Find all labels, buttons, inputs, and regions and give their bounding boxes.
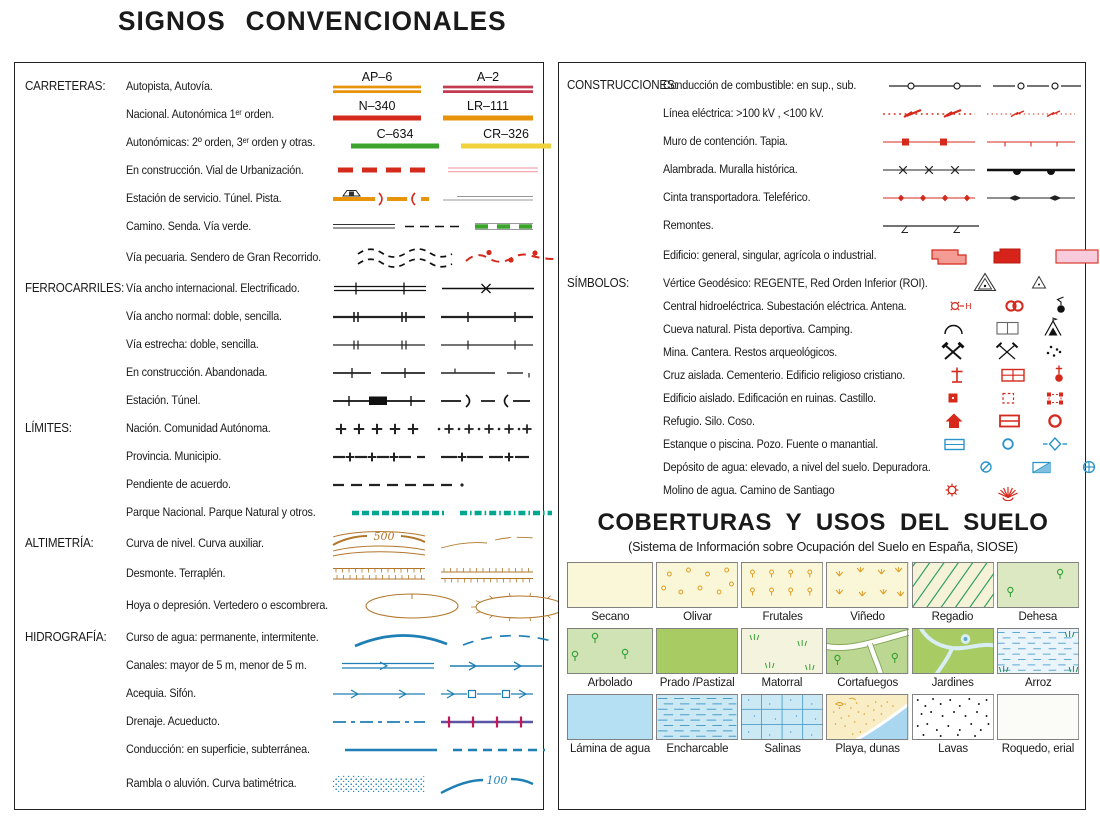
legend-row	[25, 470, 537, 498]
frutales-swatch	[741, 562, 823, 608]
legend-label: Camino. Senda. Vía verde.	[126, 219, 252, 233]
muro-symbol	[879, 127, 1079, 155]
legend-row	[567, 478, 1079, 501]
land-use-label: Arroz	[1024, 675, 1052, 689]
legend-label: Estanque o piscina. Pozo. Fuente o manantial.	[663, 436, 879, 451]
legend-label: Cruz aislada. Cementerio. Edificio religioso cristiano.	[663, 367, 906, 382]
carretera-construccion-symbol	[330, 156, 542, 184]
vertice-geodesico-symbol	[967, 271, 1100, 294]
cueva-pista-camping-symbol	[937, 317, 1079, 340]
estacion-servicio-symbol	[325, 184, 537, 212]
land-use-label: Lavas	[937, 741, 968, 755]
land-use-label: Arbolado	[587, 675, 633, 689]
legend-label: Nacional. Autonómica 1ᵉʳ orden.	[126, 107, 275, 121]
legend-row	[25, 274, 537, 302]
land-use-subtitle: (Sistema de Información sobre Ocupación del Suelo en España, SIOSE)	[628, 539, 1018, 554]
land-use-label: Frutales	[762, 609, 803, 623]
refugio-silo-coso-symbol	[937, 409, 1079, 432]
legend-label: Edificio aislado. Edificación en ruinas. Castillo.	[663, 390, 877, 405]
legend-label: Alambrada. Muralla histórica.	[663, 162, 798, 176]
legend-row	[25, 763, 537, 803]
svg-text:N–340: N–340	[358, 100, 396, 113]
category-label: CARRETERAS:	[25, 78, 106, 93]
arbolado-swatch	[567, 628, 653, 674]
legend-row	[567, 271, 1079, 294]
legend-label: Nación. Comunidad Autónoma.	[126, 421, 271, 435]
roquedo-swatch	[997, 694, 1079, 740]
legend-label: Central hidroeléctrica. Subestación eléctrica. Antena.	[663, 298, 907, 313]
legend-label: Muro de contención. Tapia.	[663, 134, 788, 148]
legend-row	[567, 155, 1079, 183]
land-use-grid	[567, 562, 1079, 755]
legend-row	[25, 358, 537, 386]
drenaje-symbol	[325, 707, 537, 735]
category-label: ALTIMETRÍA:	[25, 535, 94, 550]
curva-nivel-symbol	[325, 526, 537, 559]
right-panel	[558, 62, 1086, 810]
legend-label: Curso de agua: permanente, intermitente.	[126, 630, 319, 644]
land-use-cell	[912, 694, 994, 755]
land-use-label: Prado /Pastizal	[659, 675, 735, 689]
land-use-cell	[656, 628, 738, 689]
legend-label: Vía pecuaria. Sendero de Gran Recorrido.	[126, 250, 321, 264]
legend-label: Parque Nacional. Parque Natural y otros.	[126, 505, 316, 519]
svg-text:LR–111: LR–111	[467, 100, 509, 113]
land-use-cell	[567, 562, 653, 623]
mina-cantera-restos-symbol	[937, 340, 1079, 363]
land-use-cell	[826, 694, 908, 755]
legend-row	[25, 735, 537, 763]
autonomicas-symbol	[343, 128, 555, 156]
legend-row	[567, 294, 1079, 317]
cinta-symbol	[879, 183, 1079, 211]
lamina-swatch	[567, 694, 653, 740]
legend-row	[25, 156, 537, 184]
estanque-pozo-fuente-symbol	[937, 432, 1079, 455]
jardines-swatch	[912, 628, 994, 674]
dehesa-swatch	[997, 562, 1079, 608]
legend-row	[25, 559, 537, 587]
legend-label: Acequia. Sifón.	[126, 686, 196, 700]
canales-symbol	[334, 651, 546, 679]
legend-label: Rambla o aluvión. Curva batimétrica.	[126, 776, 297, 790]
legend-label: Estación. Túnel.	[126, 393, 201, 407]
category-label: CONSTRUCCIONES:	[567, 78, 678, 92]
aislado-ruinas-castillo-symbol	[937, 386, 1079, 409]
legend-label: Edificio: general, singular, agrícola o industrial.	[663, 248, 877, 262]
acequia-symbol	[325, 679, 537, 707]
land-use-label: Olivar	[682, 609, 712, 623]
land-use-cell	[997, 562, 1079, 623]
page-title: SIGNOS CONVENCIONALES	[118, 6, 507, 36]
category-label: FERROCARRILES:	[25, 281, 125, 295]
land-use-cell	[912, 562, 994, 623]
legend-row	[567, 340, 1079, 363]
legend-label: Canales: mayor de 5 m, menor de 5 m.	[126, 658, 307, 672]
edificio-symbol	[908, 239, 1100, 271]
legend-row	[567, 386, 1079, 409]
legend-label: Línea eléctrica: >100 kV , <100 kV.	[663, 106, 824, 120]
land-use-label: Cortafuegos	[837, 675, 898, 689]
land-use-label: Roquedo, erial	[1001, 741, 1075, 755]
vinedo-swatch	[826, 562, 908, 608]
land-use-label: Encharcable	[666, 741, 729, 755]
svg-text:100: 100	[486, 774, 508, 787]
salinas-swatch	[741, 694, 823, 740]
alambrada-symbol	[879, 155, 1079, 183]
legend-row	[25, 651, 537, 679]
legend-label: Depósito de agua: elevado, a nivel del suelo. Depuradora.	[663, 459, 931, 474]
legend-row	[567, 363, 1079, 386]
land-use-label: Salinas	[764, 741, 801, 755]
land-use-cell	[997, 628, 1079, 689]
category-label: HIDROGRAFÍA:	[25, 630, 107, 644]
olivar-swatch	[656, 562, 738, 608]
legend-row	[567, 211, 1079, 239]
legend-label: Vértice Geodésico: REGENTE, Red Orden Inferior (ROI).	[663, 275, 928, 290]
legend-row	[25, 71, 537, 100]
legend-row	[25, 184, 537, 212]
cortafuegos-swatch	[826, 628, 908, 674]
land-use-cell	[826, 628, 908, 689]
legend-row	[567, 183, 1079, 211]
legend-label: Vía ancho internacional. Electrificado.	[126, 281, 300, 295]
legend-row	[567, 127, 1079, 155]
legend-row	[25, 442, 537, 470]
land-use-label: Dehesa	[1018, 609, 1058, 623]
legend-row	[25, 414, 537, 442]
legend-row	[25, 679, 537, 707]
legend-label: Autopista, Autovía.	[126, 78, 213, 93]
land-use-label: Jardines	[931, 675, 974, 689]
via-internacional-symbol	[326, 274, 538, 302]
via-pecuaria-symbol	[350, 240, 562, 274]
legend-label: Drenaje. Acueducto.	[126, 714, 220, 728]
deposito-depuradora-symbol	[971, 455, 1100, 478]
legend-label: En construcción. Vial de Urbanización.	[126, 163, 304, 177]
legend-row	[25, 100, 537, 128]
legend-label: Curva de nivel. Curva auxiliar.	[126, 535, 264, 550]
prado-swatch	[656, 628, 738, 674]
legend-row	[25, 587, 537, 623]
legend-row	[567, 71, 1079, 99]
legend-row	[567, 317, 1079, 340]
legend-label: Desmonte. Terraplén.	[126, 566, 226, 580]
molino-santiago-symbol	[937, 478, 1079, 501]
legend-row	[25, 302, 537, 330]
land-use-label: Regadio	[931, 609, 974, 623]
legend-row	[25, 707, 537, 735]
category-label: SÍMBOLOS:	[567, 275, 630, 290]
category-label: LÍMITES:	[25, 421, 72, 435]
legend-label: Vía ancho normal: doble, sencilla.	[126, 309, 282, 323]
arroz-swatch	[997, 628, 1079, 674]
land-use-cell	[567, 694, 653, 755]
legend-row	[25, 623, 537, 651]
right-rows	[567, 71, 1079, 501]
autopista-symbol	[325, 71, 537, 100]
camino-symbol	[325, 212, 537, 240]
legend-row	[25, 526, 537, 559]
legend-label: Hoya o depresión. Vertedero o escombrera.	[126, 598, 329, 612]
legend-label: Conducción de combustible: en sup., sub.	[663, 78, 857, 92]
legend-label: Molino de agua. Camino de Santiago	[663, 482, 835, 497]
rambla-symbol	[325, 763, 537, 803]
land-use-label: Matorral	[761, 675, 803, 689]
central-subestacion-antena-symbol	[943, 294, 1085, 317]
desmonte-symbol	[325, 559, 537, 587]
nacional-symbol	[325, 100, 537, 128]
land-use-section	[567, 509, 1079, 755]
land-use-label: Viñedo	[850, 609, 885, 623]
cruz-cementerio-religioso-symbol	[941, 363, 1083, 386]
remontes-symbol	[879, 211, 1079, 239]
land-use-title: COBERTURAS Y USOS DEL SUELO	[597, 509, 1049, 536]
land-use-cell	[741, 694, 823, 755]
legend-row	[25, 212, 537, 240]
via-estrecha-symbol	[325, 330, 537, 358]
limite-nacion-symbol	[325, 414, 537, 442]
via-normal-symbol	[325, 302, 537, 330]
legend-label: Remontes.	[663, 218, 714, 232]
legend-row	[567, 239, 1079, 271]
left-rows	[25, 71, 537, 803]
secano-swatch	[567, 562, 653, 608]
combustible-symbol	[885, 71, 1085, 99]
legend-row	[25, 330, 537, 358]
svg-text:A–2: A–2	[476, 71, 500, 84]
legend-row	[25, 128, 537, 156]
legend-label: Pendiente de acuerdo.	[126, 477, 231, 491]
conduccion-symbol	[337, 735, 549, 763]
encharcable-swatch	[656, 694, 738, 740]
land-use-cell	[567, 628, 653, 689]
svg-text:C–634: C–634	[377, 128, 414, 141]
legend-label: En construcción. Abandonada.	[126, 365, 268, 379]
estacion-tunel-symbol	[325, 386, 537, 414]
land-use-cell	[656, 694, 738, 755]
legend-row	[25, 386, 537, 414]
svg-text:AP–6: AP–6	[361, 71, 393, 84]
land-use-cell	[656, 562, 738, 623]
land-use-label: Secano	[591, 609, 630, 623]
land-use-cell	[826, 562, 908, 623]
left-panel	[14, 62, 544, 810]
land-use-cell	[741, 628, 823, 689]
ferro-construccion-symbol	[325, 358, 537, 386]
svg-text:500: 500	[373, 530, 395, 543]
legend-label: Autonómicas: 2º orden, 3ᵉʳ orden y otras.	[126, 135, 316, 149]
limite-provincia-symbol	[325, 442, 537, 470]
land-use-label: Playa, dunas	[835, 741, 900, 755]
hoya-symbol	[358, 587, 570, 623]
svg-text:CR–326: CR–326	[483, 128, 530, 141]
legend-label: Refugio. Silo. Coso.	[663, 413, 755, 428]
playa-swatch	[826, 694, 908, 740]
legend-row	[567, 455, 1079, 478]
svg-text:H: H	[965, 301, 972, 312]
curso-agua-symbol	[347, 623, 559, 651]
land-use-cell	[997, 694, 1079, 755]
legend-label: Estación de servicio. Túnel. Pista.	[126, 191, 282, 205]
matorral-swatch	[741, 628, 823, 674]
regadio-swatch	[912, 562, 994, 608]
linea-electrica-symbol	[879, 99, 1079, 127]
legend-label: Cueva natural. Pista deportiva. Camping.	[663, 321, 853, 336]
land-use-cell	[912, 628, 994, 689]
parque-symbol	[344, 498, 556, 526]
legend-row	[567, 409, 1079, 432]
legend-label: Mina. Cantera. Restos arqueológicos.	[663, 344, 838, 359]
land-use-cell	[741, 562, 823, 623]
lavas-swatch	[912, 694, 994, 740]
legend-label: Cinta transportadora. Teleférico.	[663, 190, 811, 204]
legend-row	[567, 99, 1079, 127]
legend-row	[25, 498, 537, 526]
legend-label: Conducción: en superficie, subterránea.	[126, 742, 310, 756]
limite-pendiente-symbol	[325, 470, 537, 498]
legend-row	[567, 432, 1079, 455]
legend-row	[25, 240, 537, 274]
land-use-label: Lámina de agua	[570, 741, 651, 755]
legend-label: Vía estrecha: doble, sencilla.	[126, 337, 259, 351]
legend-label: Provincia. Municipio.	[126, 449, 222, 463]
